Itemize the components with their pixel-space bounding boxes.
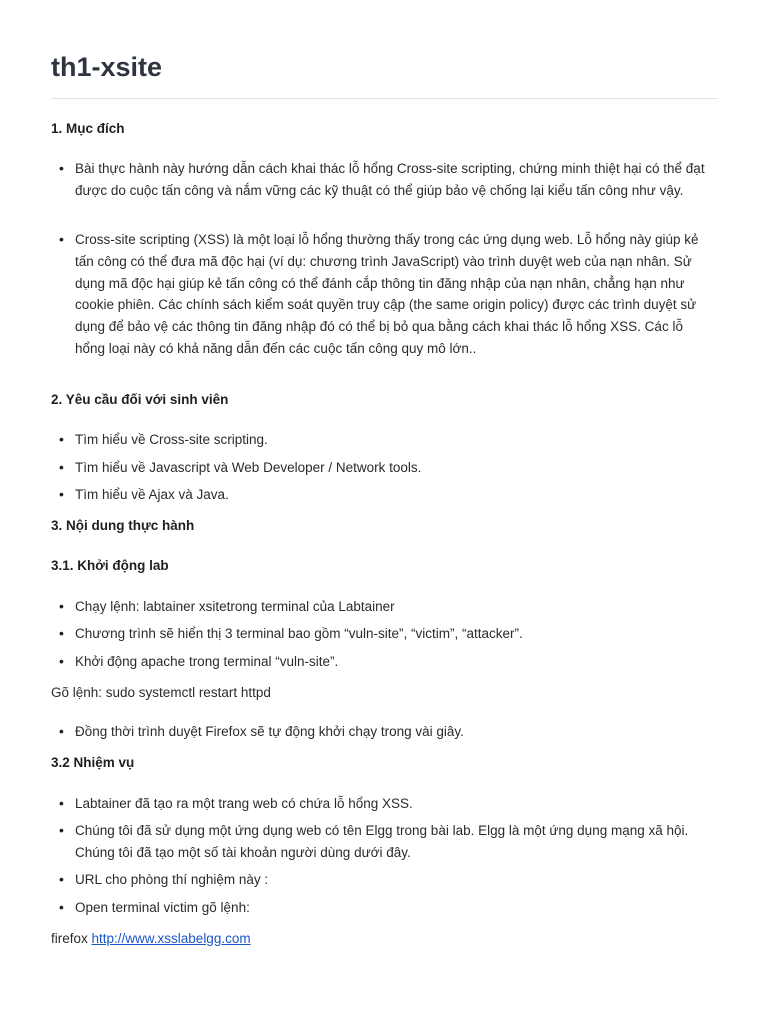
list-item-text: Tìm hiểu về Cross-site scripting. <box>75 432 268 447</box>
bullet-icon: • <box>59 822 64 838</box>
list-item-text: Cross-site scripting (XSS) là một loại lỗ hổng thường thấy trong các ứng dụng web. Lỗ hổng này giúp kẻ tấn công có thể đưa mã độc hại (ví dụ: chương trình JavaScript) vào trình duyệt web của nạn nhân. Sử dụng mã độc hại giúp kẻ tấn công có thể đánh cắp thông tin đăng nhập của nạn nhân, chẳng hạn như cookie phiên. Các chính sách kiểm soát quyền truy cập (the same origin policy) được các trình duyệt sử dụng để bảo vệ các thông tin đăng nhập đó có thể bị bỏ qua bằng cách khai thác lỗ hổng XSS. Các lỗ hổng loại này có khả năng dẫn đến các cuộc tấn công quy mô lớn.. <box>75 232 699 356</box>
list-item-text: Tìm hiểu về Ajax và Java. <box>75 487 229 502</box>
list-item-text: Đồng thời trình duyệt Firefox sẽ tự động khởi chạy trong vài giây. <box>75 724 464 739</box>
command-paragraph: Gõ lệnh: sudo systemctl restart httpd <box>51 685 271 700</box>
list-item-text: Open terminal victim gõ lệnh: <box>75 900 250 915</box>
bullet-icon: • <box>59 653 64 669</box>
list-item <box>59 869 715 891</box>
section-heading-requirements: 2. Yêu cầu đối với sinh viên <box>51 392 229 407</box>
page-title: th1-xsite <box>51 52 163 82</box>
list-item-text: URL cho phòng thí nghiệm này : <box>75 872 269 887</box>
list-item-text: Khởi động apache trong terminal “vuln-site”. <box>75 654 339 669</box>
list-item <box>59 623 715 645</box>
list-item <box>59 897 715 919</box>
list-item-text: Chạy lệnh: labtainer xsitetrong terminal của Labtainer <box>75 599 395 614</box>
bullet-icon: • <box>59 160 64 176</box>
list-item <box>59 484 715 506</box>
list-item-text: Labtainer đã tạo ra một trang web có chứa lỗ hổng XSS. <box>75 796 413 811</box>
section-heading-practice: 3. Nội dung thực hành <box>51 518 195 533</box>
list-item <box>59 793 715 815</box>
bullet-icon: • <box>59 486 64 502</box>
list-item-text: Chương trình sẽ hiển thị 3 terminal bao gồm “vuln-site”, “victim”, “attacker”. <box>75 626 523 641</box>
list-item <box>59 429 715 451</box>
bullet-icon: • <box>59 723 64 739</box>
bullet-icon: • <box>59 871 64 887</box>
list-item <box>59 596 715 618</box>
bullet-icon: • <box>59 795 64 811</box>
list-item <box>59 721 715 743</box>
bullet-icon: • <box>59 625 64 641</box>
section-heading-start-lab: 3.1. Khởi động lab <box>51 558 169 573</box>
list-item <box>59 229 715 360</box>
list-item <box>59 457 715 479</box>
command-line <box>51 928 251 949</box>
bullet-icon: • <box>59 459 64 475</box>
section-heading-purpose: 1. Mục đích <box>51 121 125 136</box>
list-item-text: Tìm hiểu về Javascript và Web Developer / Network tools. <box>75 460 422 475</box>
bullet-icon: • <box>59 231 64 247</box>
list-item <box>59 820 715 864</box>
list-item-text: Bài thực hành này hướng dẫn cách khai thác lỗ hổng Cross-site scripting, chứng minh thiệt hại có thể đạt được do cuộc tấn công và nắm vững các kỹ thuật có thể giúp bảo vệ chống lại kiểu tấn công như vậy. <box>75 161 705 198</box>
command-prefix: firefox <box>51 931 92 946</box>
title-divider <box>51 98 718 99</box>
section-heading-tasks: 3.2 Nhiệm vụ <box>51 755 135 770</box>
bullet-icon: • <box>59 598 64 614</box>
list-item <box>59 651 715 673</box>
bullet-icon: • <box>59 899 64 915</box>
list-item <box>59 158 715 202</box>
list-item-text: Chúng tôi đã sử dụng một ứng dụng web có tên Elgg trong bài lab. Elgg là một ứng dụng mạng xã hội. Chúng tôi đã tạo một số tài khoản người dùng dưới đây. <box>75 823 689 860</box>
elgg-url-link[interactable]: http://www.xsslabelgg.com <box>91 931 251 946</box>
bullet-icon: • <box>59 431 64 447</box>
